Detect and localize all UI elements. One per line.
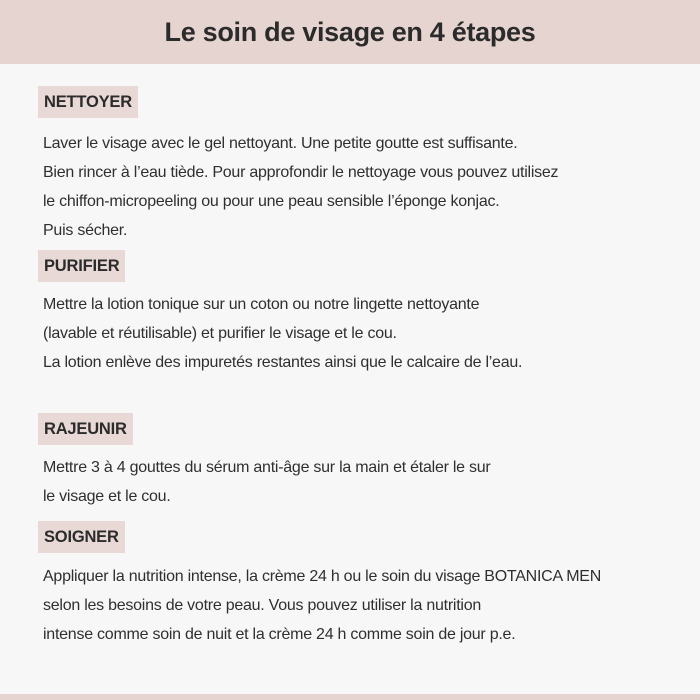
text-line: Mettre la lotion tonique sur un coton ou notre lingette nettoyante [43, 296, 480, 313]
bottom-divider [0, 694, 700, 700]
text-line: intense comme soin de nuit et la crème 24 h comme soin de jour p.e. [43, 626, 516, 643]
title-banner [0, 0, 700, 64]
text-line: La lotion enlève des impuretés restantes ainsi que le calcaire de l’eau. [43, 354, 523, 371]
section-label-soigner: SOIGNER [38, 521, 125, 553]
section-label-purifier: PURIFIER [38, 250, 125, 282]
section-text-purifier [43, 290, 683, 377]
text-line: Bien rincer à l’eau tiède. Pour approfondir le nettoyage vous pouvez utilisez [43, 164, 559, 181]
text-line: Laver le visage avec le gel nettoyant. Une petite goutte est suffisante. [43, 135, 518, 152]
text-line: (lavable et réutilisable) et purifier le visage et le cou. [43, 325, 397, 342]
text-line: Mettre 3 à 4 gouttes du sérum anti-âge sur la main et étaler le sur [43, 459, 491, 476]
section-text-nettoyer [43, 129, 683, 245]
text-line: Puis sécher. [43, 222, 128, 239]
text-line: Appliquer la nutrition intense, la crème 24 h ou le soin du visage BOTANICA MEN [43, 568, 602, 585]
section-text-rajeunir [43, 453, 683, 511]
page-title: Le soin de visage en 4 étapes [164, 16, 536, 47]
section-text-soigner [43, 562, 683, 649]
text-line: le chiffon-micropeeling ou pour une peau sensible l’éponge konjac. [43, 193, 500, 210]
text-line: selon les besoins de votre peau. Vous pouvez utiliser la nutrition [43, 597, 481, 614]
text-line: le visage et le cou. [43, 488, 171, 505]
section-label-rajeunir: RAJEUNIR [38, 413, 133, 445]
section-label-nettoyer: NETTOYER [38, 86, 138, 118]
